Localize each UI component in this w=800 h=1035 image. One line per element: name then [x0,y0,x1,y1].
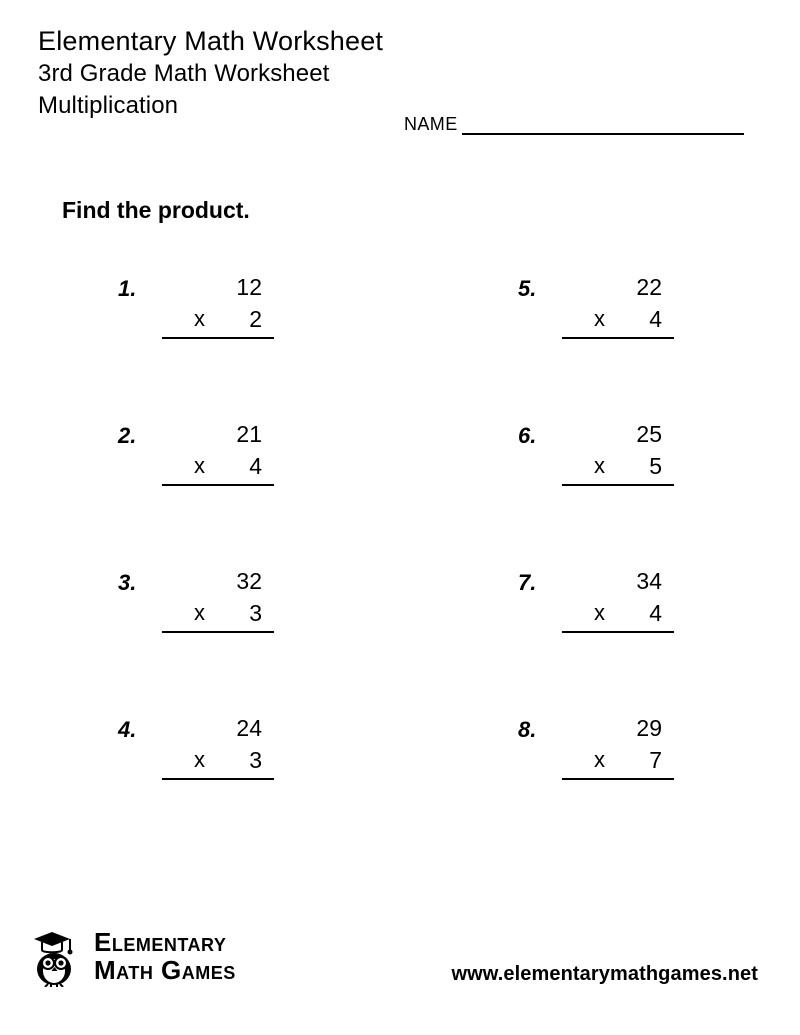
answer-rule[interactable] [162,337,274,339]
multiplicand: 34 [636,568,662,594]
problem-item [0,566,400,713]
problem-item [400,566,800,713]
problem-number: 4. [118,717,137,742]
answer-rule[interactable] [562,631,674,633]
problem-number: 8. [518,717,537,742]
multiplier: 4 [649,306,662,332]
multiplier-row [562,745,674,777]
problem-row [0,272,800,419]
problem-stack [162,713,274,780]
multiplier-row [162,451,274,483]
multiplier: 4 [249,453,262,479]
answer-rule[interactable] [162,778,274,780]
multiplier-row [562,451,674,483]
problem-item [400,272,800,419]
page-subtitle: 3rd Grade Math Worksheet [38,60,330,87]
multiplier-row [562,598,674,630]
problem-stack [162,419,274,486]
name-input-line[interactable] [462,112,744,135]
worksheet-footer [0,925,800,1015]
problem-number: 6. [518,423,537,448]
multiplicand: 24 [236,715,262,741]
problem-number: 3. [118,570,137,595]
multiply-operator-icon: x [594,747,605,772]
instruction-text: Find the product. [62,197,250,223]
problem-stack [162,272,274,339]
problem-row [0,419,800,566]
multiplicand: 12 [236,274,262,300]
name-field-group [404,112,744,135]
page-title: Elementary Math Worksheet [38,26,384,56]
multiplicand: 29 [636,715,662,741]
logo-line-math-games: Math Games [94,955,236,985]
site-url[interactable]: www.elementarymathgames.net [451,963,758,985]
multiplier-row [162,304,274,336]
multiplicand: 25 [636,421,662,447]
logo-text [94,929,236,983]
multiply-operator-icon: x [194,306,205,331]
multiply-operator-icon: x [594,600,605,625]
worksheet-header [38,24,762,122]
multiplier: 5 [649,453,662,479]
multiplicand: 32 [236,568,262,594]
answer-rule[interactable] [562,778,674,780]
problem-row [0,566,800,713]
logo-line-elementary: Elementary [94,927,227,957]
multiply-operator-icon: x [594,453,605,478]
multiplicand: 22 [636,274,662,300]
problem-item [0,419,400,566]
name-label: NAME [404,114,458,134]
owl-graduate-icon [30,925,88,987]
multiplier: 2 [249,306,262,332]
site-logo[interactable] [30,925,236,987]
problem-stack [562,419,674,486]
multiply-operator-icon: x [594,306,605,331]
problem-number: 2. [118,423,137,448]
multiplier-row [162,745,274,777]
problems-grid [0,272,800,860]
answer-rule[interactable] [162,631,274,633]
multiplier: 7 [649,747,662,773]
problem-stack [562,272,674,339]
problem-item [0,272,400,419]
answer-rule[interactable] [162,484,274,486]
problem-stack [162,566,274,633]
multiplier: 3 [249,747,262,773]
page-topic: Multiplication [38,92,179,119]
multiplicand: 21 [236,421,262,447]
problem-stack [562,713,674,780]
problem-item [0,713,400,860]
multiplier: 3 [249,600,262,626]
answer-rule[interactable] [562,484,674,486]
problem-item [400,713,800,860]
multiply-operator-icon: x [194,600,205,625]
problem-number: 1. [118,276,137,301]
problem-stack [562,566,674,633]
problem-item [400,419,800,566]
multiply-operator-icon: x [194,747,205,772]
problem-row [0,713,800,860]
answer-rule[interactable] [562,337,674,339]
multiply-operator-icon: x [194,453,205,478]
problem-number: 5. [518,276,537,301]
multiplier: 4 [649,600,662,626]
multiplier-row [562,304,674,336]
multiplier-row [162,598,274,630]
problem-number: 7. [518,570,537,595]
